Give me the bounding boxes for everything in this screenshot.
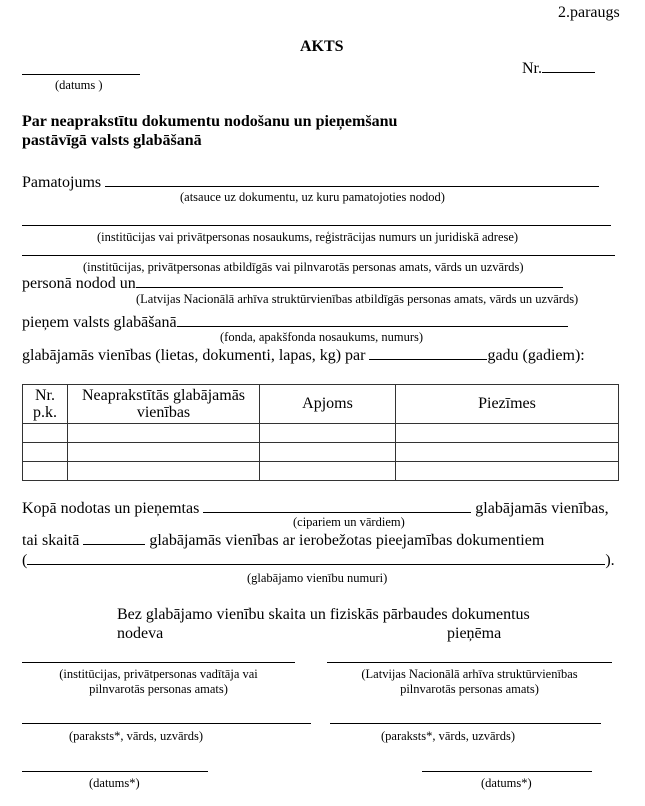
- received-role-caption-2: pilnvarotās personas amats): [400, 682, 539, 696]
- handed-role-caption-1: (institūcijas, privātpersonas vadītāja vai: [59, 667, 258, 681]
- institution-caption: (institūcijas vai privātpersonas nosaukums, reģistrācijas numurs un juridiskā adrese): [97, 230, 519, 244]
- handed-label: nodeva: [117, 625, 164, 642]
- responsible-caption: (institūcijas, privātpersonas atbildīgās vai pilnvarotās personas amats, vārds un uzvārds): [83, 260, 524, 274]
- restricted-prefix: tai skaitā: [22, 532, 80, 549]
- document-title: AKTS: [300, 38, 344, 55]
- numbers-caption: (glabājamo vienību numuri): [247, 571, 388, 585]
- total-label: Kopā nodotas un pieņemtas: [22, 500, 200, 517]
- paren-close: ).: [605, 552, 615, 569]
- restricted-suffix: glabājamās vienības ar ierobežotas pieejamības dokumentiem: [149, 532, 545, 549]
- received-role-caption-1: (Latvijas Nacionālā arhīva struktūrvienības: [361, 667, 578, 681]
- received-date-caption: (datums*): [481, 776, 532, 790]
- years-label: gadu (gadiem):: [487, 347, 585, 364]
- handed-role-line[interactable]: [22, 662, 295, 663]
- transfer-label: personā nodod un: [22, 275, 136, 292]
- received-label: pieņēma: [447, 625, 502, 642]
- restricted-field[interactable]: [22, 531, 544, 550]
- table-cell[interactable]: [68, 443, 260, 462]
- table-cell[interactable]: [68, 462, 260, 481]
- accept-label: pieņem valsts glabāšanā: [22, 314, 177, 331]
- table-cell[interactable]: [23, 443, 68, 462]
- units-label: glabājamās vienības (lietas, dokumenti, lapas, kg) par: [22, 347, 366, 364]
- heading-line-1: Par neaprakstītu dokumentu nodošanu un pieņemšanu: [22, 113, 398, 130]
- date-line[interactable]: [22, 74, 140, 75]
- received-signature-line[interactable]: [330, 723, 601, 724]
- table-header-row: [23, 385, 619, 424]
- received-role-line[interactable]: [327, 662, 612, 663]
- table-cell[interactable]: [396, 462, 619, 481]
- received-signature-caption: (paraksts*, vārds, uzvārds): [381, 729, 515, 743]
- number-field[interactable]: [522, 59, 595, 78]
- institution-line[interactable]: [22, 225, 611, 226]
- handed-signature-caption: (paraksts*, vārds, uzvārds): [69, 729, 203, 743]
- basis-label: Pamatojums: [22, 174, 102, 191]
- signatures-intro: Bez glabājamo vienību skaita un fiziskās pārbaudes dokumentus: [117, 606, 530, 623]
- date-caption: (datums ): [55, 78, 103, 92]
- archive-caption: (Latvijas Nacionālā arhīva struktūrvienības atbildīgās personas amats, vārds un uzvārds): [136, 292, 579, 306]
- col-header-units: Neaprakstītās glabājamās vienības: [68, 385, 260, 424]
- table-cell[interactable]: [68, 424, 260, 443]
- basis-caption: (atsauce uz dokumentu, uz kuru pamatojoties nodod): [180, 190, 445, 204]
- handed-date-line[interactable]: [22, 771, 208, 772]
- units-table: [22, 384, 619, 481]
- handed-date-caption: (datums*): [89, 776, 140, 790]
- total-suffix: glabājamās vienības,: [475, 500, 609, 517]
- table-row: [23, 462, 619, 481]
- table-cell[interactable]: [23, 424, 68, 443]
- table-row: [23, 443, 619, 462]
- paren-open: (: [22, 552, 28, 569]
- table-cell[interactable]: [23, 462, 68, 481]
- table-cell[interactable]: [396, 424, 619, 443]
- unit-numbers-field[interactable]: [22, 551, 615, 570]
- handed-role-caption-2: pilnvarotās personas amats): [89, 682, 228, 696]
- col-header-nr: Nr. p.k.: [23, 385, 68, 424]
- number-label: Nr.: [522, 60, 542, 77]
- sample-label: 2.paraugs: [558, 4, 620, 21]
- col-header-notes: Piezīmes: [396, 385, 619, 424]
- heading-line-2: pastāvīgā valsts glabāšanā: [22, 132, 202, 149]
- received-date-line[interactable]: [422, 771, 592, 772]
- fund-caption: (fonda, apakšfonda nosaukums, numurs): [220, 330, 424, 344]
- table-cell[interactable]: [260, 462, 396, 481]
- table-row: [23, 424, 619, 443]
- units-field[interactable]: [22, 346, 585, 365]
- table-cell[interactable]: [260, 424, 396, 443]
- table-cell[interactable]: [260, 443, 396, 462]
- total-caption: (cipariem un vārdiem): [293, 515, 405, 529]
- transfer-field[interactable]: [22, 274, 563, 293]
- table-cell[interactable]: [396, 443, 619, 462]
- col-header-volume: Apjoms: [260, 385, 396, 424]
- handed-signature-line[interactable]: [22, 723, 311, 724]
- responsible-line[interactable]: [22, 255, 615, 256]
